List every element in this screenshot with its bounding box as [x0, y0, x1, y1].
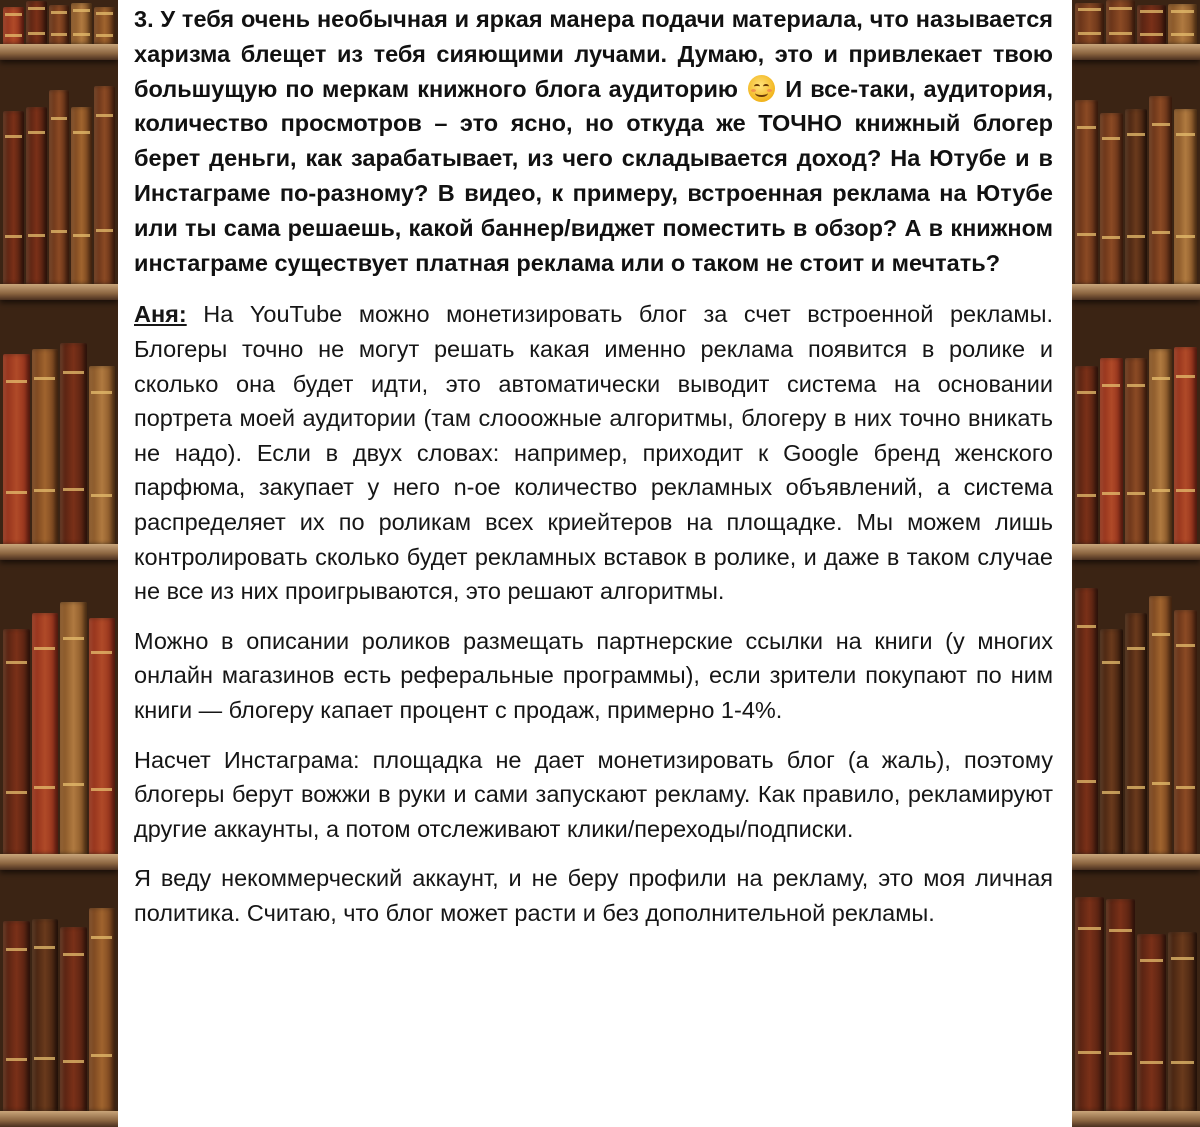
answer-paragraph-text: На YouTube можно монетизировать блог за счет встроенной рекламы. Блогеры точно не могут решать какая именно реклама появится в ролике и сколько она будет идти, это автоматически выводит система на основании портрета моей аудитории (там слооожные алгоритмы, блогеру в них точно вникать не надо). Если в двух словах: например, приходит к Google бренд женского парфюма, закупает у него n-ое количество рекламных объявлений, а система распределяет их по роликам всех криейтеров на площадке. Мы можем лишь контролировать сколько будет рекламных вставок в ролике, и даже в таком случае не все из них проигрываются, это решают алгоритмы. [134, 301, 1053, 605]
smiling-face-icon [748, 75, 775, 102]
book-spine [3, 629, 30, 854]
book-spine [1149, 349, 1172, 544]
shelf-plank [0, 854, 118, 870]
book-spine [1075, 588, 1098, 854]
book-spine [94, 7, 115, 44]
book-spine [1075, 897, 1104, 1111]
shelf-row [1072, 80, 1200, 284]
book-spine [3, 7, 24, 44]
shelf-row [1072, 0, 1200, 44]
shelf-plank [0, 284, 118, 300]
book-spine [1149, 596, 1172, 854]
book-spine [1100, 629, 1123, 854]
shelf-plank [1072, 44, 1200, 60]
book-spine [89, 366, 116, 544]
book-spine [89, 618, 116, 854]
answer-paragraph [134, 297, 1053, 608]
shelf-plank [0, 44, 118, 60]
book-spine [49, 90, 70, 284]
book-spine [1174, 347, 1197, 544]
book-spine [1106, 0, 1135, 44]
answer-paragraph: Насчет Инстаграма: площадка не дает монетизировать блог (а жаль), поэтому блогеры берут вожжи в руки и сами запускают рекламу. Как правило, рекламируют другие аккаунты, а потом отслеживают клики/переходы/подписки. [134, 746, 1053, 842]
shelf-plank [0, 544, 118, 560]
shelf-plank [1072, 854, 1200, 870]
book-spine [1106, 899, 1135, 1111]
book-spine [1075, 366, 1098, 544]
book-spine [1137, 5, 1166, 44]
speaker-label: Аня: [134, 301, 187, 328]
shelf-row [1072, 895, 1200, 1111]
book-spine [32, 919, 59, 1111]
bookshelf-right [1072, 0, 1200, 1127]
book-spine [1125, 613, 1148, 854]
book-spine [26, 107, 47, 284]
book-spine [32, 613, 59, 854]
shelf-plank [0, 1111, 118, 1127]
shelf-row [0, 330, 118, 544]
shelf-row [1072, 330, 1200, 544]
book-spine [26, 1, 47, 44]
book-spine [1125, 358, 1148, 544]
book-spine [1137, 934, 1166, 1111]
book-spine [71, 3, 92, 44]
book-spine [89, 908, 116, 1111]
book-spine [32, 349, 59, 544]
shelf-row [1072, 580, 1200, 854]
question-text-part2: И все-таки, аудитория, количество просмотров – это ясно, но откуда же ТОЧНО книжный блогер берет деньги, как зарабатывает, из чего складывается доход? На Ютубе и в Инстаграме по-разному? В видео, к примеру, встроенная реклама на Ютубе или ты сама решаешь, какой баннер/виджет поместить в обзор? А в книжном инстаграме существует платная реклама или о таком не стоит и мечтать? [134, 75, 1054, 276]
book-spine [60, 927, 87, 1111]
book-spine [60, 602, 87, 854]
book-spine [3, 111, 24, 284]
book-spine [71, 107, 92, 284]
shelf-row [0, 0, 118, 44]
book-spine [1125, 109, 1148, 284]
shelf-row [0, 895, 118, 1111]
shelf-plank [1072, 284, 1200, 300]
book-spine [1168, 932, 1197, 1111]
book-spine [1174, 610, 1197, 854]
question-text-part1: 3. У тебя очень необычная и яркая манера подачи материала, что называется харизма блещет из тебя сияющими лучами. Думаю, это и привлекает твою большущую по меркам книжного блога аудиторию [134, 6, 1053, 102]
book-spine [1168, 4, 1197, 44]
shelf-plank [1072, 544, 1200, 560]
book-spine [1149, 96, 1172, 284]
bookshelf-left [0, 0, 118, 1127]
book-spine [1100, 113, 1123, 284]
book-spine [1174, 109, 1197, 284]
book-spine [1075, 100, 1098, 284]
shelf-plank [1072, 1111, 1200, 1127]
book-spine [94, 86, 115, 284]
book-spine [1100, 358, 1123, 544]
answer-paragraph: Можно в описании роликов размещать партнерские ссылки на книги (у многих онлайн магазинов есть реферальные программы), если зрители покупают по ним книги — блогеру капает процент с продаж, примерно 1-4%. [134, 627, 1053, 723]
shelf-row [0, 80, 118, 284]
shelf-row [0, 580, 118, 854]
article-text-column [118, 0, 1072, 1127]
book-spine [49, 5, 70, 44]
answer-paragraph: Я веду некоммерческий аккаунт, и не беру профили на рекламу, это моя личная политика. Считаю, что блог может расти и без дополнительной рекламы. [134, 865, 1053, 926]
book-spine [3, 354, 30, 544]
book-spine [60, 343, 87, 544]
interview-question [134, 2, 1053, 280]
book-spine [3, 921, 30, 1111]
book-spine [1075, 3, 1104, 44]
